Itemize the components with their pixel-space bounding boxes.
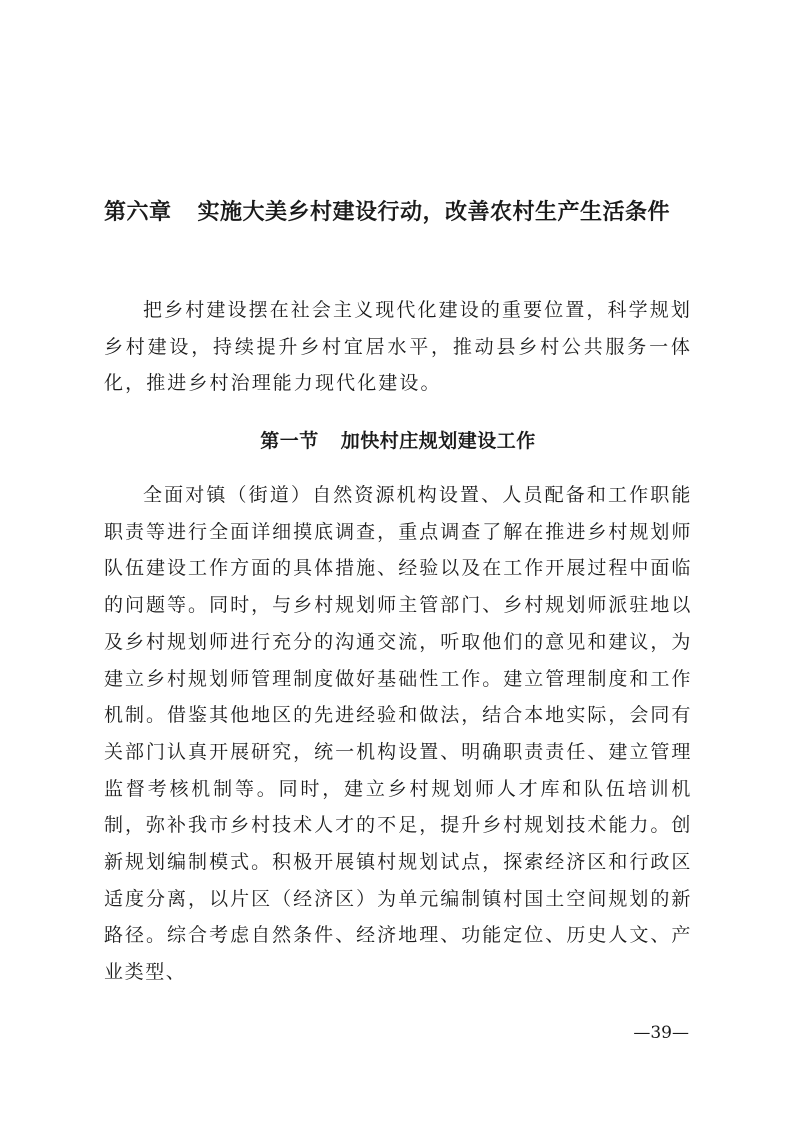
body-paragraph: 全面对镇（街道）自然资源机构设置、人员配备和工作职能职责等进行全面详细摸底调查，重点调查了解在推进乡村规划师队伍建设工作方面的具体措施、经验以及在工作开展过程中面临的问题等。同时，与乡村规划师主管部门、乡村规划师派驻地以及乡村规划师进行充分的沟通交流，听取他们的意见和建议，为建立乡村规划师管理制度做好基础性工作。建立管理制度和工作机制。借鉴其他地区的先进经验和做法，结合本地实际，会同有关部门认真开展研究，统一机构设置、明确职责责任、建立管理监督考核机制等。同时，建立乡村规划师人才库和队伍培训机制，弥补我市乡村技术人才的不足，提升乡村规划技术能力。创新规划编制模式。积极开展镇村规划试点，探索经济区和行政区适度分离，以片区（经济区）为单元编制镇村国土空间规划的新路径。综合考虑自然条件、经济地理、功能定位、历史人文、产业类型、 (104, 484, 692, 984)
section-label: 第一节 (260, 430, 319, 452)
chapter-label: 第六章 (104, 200, 172, 225)
page-number: —39— (633, 1023, 689, 1043)
chapter-title-text: 实施大美乡村建设行动，改善农村生产生活条件 (197, 200, 671, 225)
intro-paragraph: 把乡村建设摆在社会主义现代化建设的重要位置，科学规划乡村建设，持续提升乡村宜居水平，推动县乡村公共服务一体化，推进乡村治理能力现代化建设。 (104, 299, 692, 395)
chapter-heading (104, 193, 704, 233)
section-heading (104, 423, 692, 459)
section-title-text: 加快村庄规划建设工作 (340, 430, 536, 452)
